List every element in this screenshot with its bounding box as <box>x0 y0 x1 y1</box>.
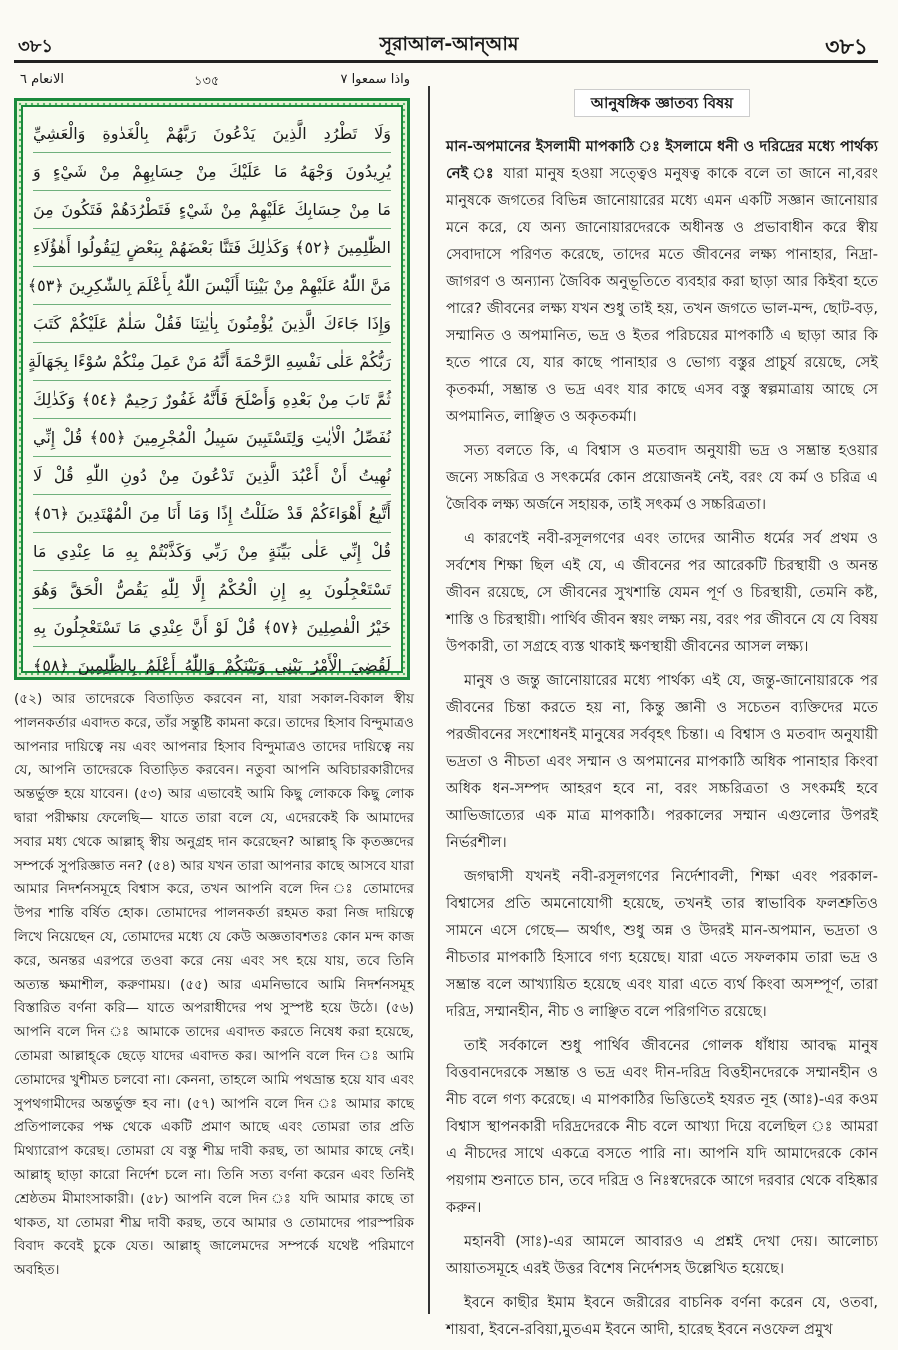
ayah-line: رَبُّكُمْ عَلٰى نَفْسِهِ الرَّحْمَةَ أَنَّهُ مَنْ عَمِلَ مِنْكُمْ سُوْءًا بِجَهَالَةٍ <box>33 343 391 381</box>
page-header <box>0 0 898 62</box>
page-number-left: ৩৮১ <box>18 36 54 57</box>
ayah-line: مَنَّ اللّٰهُ عَلَيْهِمْ مِنْ بَيْنِنَا أَلَيْسَ اللّٰهُ بِأَعْلَمَ بِالشّٰكِرِينَ ﴿٥٣﴾ <box>33 267 391 305</box>
translation-text <box>14 688 414 1283</box>
paragraph-body: যারা মানুষ হওয়া সত্ত্বেও মনুষত্ব কাকে বলে তা জানে না,বরং মানুষকে জগতের বিভিন্ন জানোয়ারের মধ্যে এমন একটি সজ্ঞান জানোয়ার মনে করে, যে অন্য জানোয়ারদেরকে অধীনস্ত ও প্রভাবাধীন করে স্বীয় সেবাদাসে পরিণত করেছে, তাদের মতে জীবনের লক্ষ্য পানাহার, নিদ্রা-জাগরণ ও অন্যান্য জৈবিক অনুভূতিতে ব্যবহার করা ছাড়া আর কিইবা হতে পারে? জীবনের লক্ষ্য যখন শুধু তাই হয়, তখন জগতে ভাল-মন্দ, ছোট-বড়, সম্মানিত ও অপমানিত, ভদ্র ও ইতর পরিচয়ের মাপকাঠি এ ছাড়া আর কি হতে পারে যে, যার কাছে পানাহার ও ভোগ্য বস্তুর প্রাচুর্য রয়েছে, সেই কৃতকর্মা, সম্ভ্রান্ত ও ভদ্র এবং যার কাছে এসব বস্তু স্বল্পমাত্রায় আছে সে অপমানিত, লাঞ্ছিত ও অকৃতকর্মা। <box>446 165 878 425</box>
commentary-paragraph: এ কারণেই নবী-রসূলগণের এবং তাদের আনীত ধর্মের সর্ব প্রথম ও সর্বশেষ শিক্ষা ছিল এই যে, এ জীবনের পর আরেকটি চিরস্থায়ী ও অনন্ত জীবন রয়েছে, সে জীবনের সুখশান্তি যেমন পূর্ণ ও চিরস্থায়ী, তেমনি কষ্ট, শাস্তি ও চিরস্থায়ী। পার্থিব জীবন স্বয়ং লক্ষ্য নয়, বরং পর জীবনে যে যে বিষয় উপকারী, তা সগ্রহে ব্যস্ত থাকাই ক্ষণস্থায়ী জীবনের আসল লক্ষ্য। <box>446 530 878 655</box>
ayah-line: أَتَّبِعُ أَهْوَاءَكُمْ قَدْ ضَلَلْتُ إِذًا وَمَا أَنَا مِنَ الْمُهْتَدِينَ ﴿٥٦﴾ <box>33 495 391 533</box>
commentary-paragraph: জগদ্বাসী যখনই নবী-রসূলগণের নির্দেশাবলী, শিক্ষা এবং পরকাল-বিশ্বাসের প্রতি অমনোযোগী হয়েছে, তখনই তার স্বাভাবিক ফলশ্রুতিও সামনে এসে গেছে— অর্থাৎ, শুধু অন্ন ও উদরই মান-অপমান, ভদ্রতা ও নীচতার মাপকাঠি হিসাবে গণ্য হয়েছে। যারা এতে সফলকাম তারা ভদ্র ও সম্ভ্রান্ত বলে আখ্যায়িত হয়েছে এবং যারা এতে ব্যর্থ কিংবা অসম্পূর্ণ, তারা দরিদ্র, সম্মানহীন, নীচ ও লাঞ্ছিত বলে পরিগণিত রয়েছে। <box>446 868 878 1020</box>
commentary-paragraph: সত্য বলতে কি, এ বিশ্বাস ও মতবাদ অনুযায়ী ভদ্র ও সম্ভ্রান্ত হওয়ার জন্যে সচ্চরিত্র ও সৎকর্মের কোন প্রয়োজনই নেই, বরং যে কর্ম ও চরিত্র এ জৈবিক লক্ষ্য অর্জনে সহায়ক, তাই সৎকর্ম ও সচ্চরিত্রতা। <box>446 442 878 513</box>
quran-text-body <box>21 105 403 673</box>
paragraph-heading: মান-অপমানের ইসলামী মাপকাঠি ঃ ইসলামে ধনী ও দরিদ্রের মধ্যে পার্থক্য নেই ঃ <box>446 138 878 182</box>
ayah-line: وَإِذَا جَاءَكَ الَّذِينَ يُؤْمِنُونَ بِاٰيٰتِنَا فَقُلْ سَلٰمٌ عَلَيْكُمْ كَتَبَ <box>33 305 391 343</box>
ayah-line: مَا مِنْ حِسَابِكَ عَلَيْهِمْ مِنْ شَيْءٍ فَتَطْرُدَهُمْ فَتَكُونَ مِنَ <box>33 191 391 229</box>
section-title-label: আনুষঙ্গিক জ্ঞাতব্য বিষয় <box>574 89 750 117</box>
commentary-paragraph <box>446 133 878 430</box>
quran-text-frame <box>14 98 410 680</box>
header-rule <box>14 60 878 63</box>
section-title <box>446 92 878 117</box>
ayah-line: الظّٰلِمِينَ ﴿٥٢﴾ وَكَذٰلِكَ فَتَنَّا بَعْضَهُمْ بِبَعْضٍ لِيَقُولُوا أَهٰؤُلَاءِ <box>33 229 391 267</box>
commentary-paragraph: ইবনে কাছীর ইমাম ইবনে জরীরের বাচনিক বর্ণনা করেন যে, ওতবা, শায়বা, ইবনে-রবিয়া,মুতএম ইবনে আদী, হারেছ ইবনে নওফেল প্রমুখ <box>446 1294 878 1338</box>
left-column <box>14 64 416 1283</box>
arabic-subheader <box>14 70 416 94</box>
ayah-line: قُلْ إِنِّي عَلٰى بَيِّنَةٍ مِنْ رَبِّي وَكَذَّبْتُمْ بِهِ مَا عِنْدِي مَا <box>33 533 391 571</box>
ayah-line: وَلَا تَطْرُدِ الَّذِينَ يَدْعُونَ رَبَّهُمْ بِالْغَدٰوةِ وَالْعَشِيِّ <box>33 115 391 153</box>
commentary-paragraph: মহানবী (সাঃ)-এর আমলে আবারও এ প্রশ্নই দেখা দেয়। আলোচ্য আয়াতসমূহে এরই উত্তর বিশেষ নির্দেশসহ উল্লেখিত হয়েছে। <box>446 1233 878 1277</box>
ayah-line: خَيْرُ الْفٰصِلِينَ ﴿٥٧﴾ قُلْ لَوْ أَنَّ عِنْدِي مَا تَسْتَعْجِلُونَ بِهِ <box>33 609 391 647</box>
ayah-line: نُهِيتُ أَنْ أَعْبُدَ الَّذِينَ تَدْعُونَ مِنْ دُونِ اللّٰهِ قُلْ لَا <box>33 457 391 495</box>
column-divider <box>428 86 430 1314</box>
commentary-paragraph: মানুষ ও জন্তু জানোয়ারের মধ্যে পার্থক্য এই যে, জন্তু-জানোয়ারকে পর জীবনের চিন্তা করতে হয় না, কিন্তু জ্ঞানী ও সচেতন ব্যক্তিদের মতে পরজীবনের সংশোধনই মানুষের সর্ববৃহৎ চিন্তা। এ বিশ্বাস ও মতবাদ অনুযায়ী ভদ্রতা ও নীচতা এবং সম্মান ও অপমানের মাপকাঠি অধিক পানাহার কিংবা অধিক ধন-সম্পদ আহরণ হবে না, বরং সচ্চরিত্রতা ও সৎকর্মই হবে আভিজাত্যের এক মাত্র মাপকাঠি। পরকালের সম্মান এগুলোর উপরই নির্ভরশীল। <box>446 672 878 851</box>
ayah-line: تَسْتَعْجِلُونَ بِهِ إِنِ الْحُكْمُ إِلَّا لِلّٰهِ يَقُصُّ الْحَقَّ وَهُوَ <box>33 571 391 609</box>
translation-paragraph: (৫২) আর তাদেরকে বিতাড়িত করবেন না, যারা সকাল-বিকাল স্বীয় পালনকর্তার এবাদত করে, তাঁর সন্তুষ্টি কামনা করে। তাদের হিসাব বিন্দুমাত্রও আপনার দায়িত্বে নয় এবং আপনার হিসাব বিন্দুমাত্রও তাদের দায়িত্বে নয় যে, আপনি তাদেরকে বিতাড়িত করবেন। নতুবা আপনি অবিচারকারীদের অন্তর্ভুক্ত হয়ে যাবেন। (৫৩) আর এভাবেই আমি কিছু লোককে কিছু লোক দ্বারা পরীক্ষায় ফেলেছি— যাতে তারা বলে যে, এদেরকেই কি আমাদের সবার মধ্য থেকে আল্লাহ্ স্বীয় অনুগ্রহ দান করেছেন? আল্লাহ্ কি কৃতজ্ঞদের সম্পর্কে সুপরিজ্ঞাত নন? (৫৪) আর যখন তারা আপনার কাছে আসবে যারা আমার নিদর্শনসমূহে বিশ্বাস করে, তখন আপনি বলে দিন ঃ তোমাদের উপর শান্তি বর্ষিত হোক। তোমাদের পালনকর্তা রহমত করা নিজ দায়িত্বে লিখে নিয়েছেন যে, তোমাদের মধ্যে যে কেউ অজ্ঞতাবশতঃ কোন মন্দ কাজ করে, অনন্তর এরপরে তওবা করে নেয় এবং সৎ হয়ে যায়, তবে তিনি অত্যন্ত ক্ষমাশীল, করুণাময়। (৫৫) আর এমনিভাবে আমি নিদর্শনসমূহ বিস্তারিত বর্ণনা করি— যাতে অপরাধীদের পথ সুস্পষ্ট হয়ে উঠে। (৫৬) আপনি বলে দিন ঃ আমাকে তাদের এবাদত করতে নিষেধ করা হয়েছে, তোমরা আল্লাহ্‌কে ছেড়ে যাদের এবাদত কর। আপনি বলে দিন ঃ আমি তোমাদের খুশীমত চলবো না। কেননা, তাহলে আমি পথভ্রান্ত হয়ে যাব এবং সুপথগামীদের অন্তর্ভুক্ত হব না। (৫৭) আপনি বলে দিন ঃ আমার কাছে প্রতিপালকের পক্ষ থেকে একটি প্রমাণ আছে এবং তোমরা তার প্রতি মিথ্যারোপ করেছ। তোমরা যে বস্তু শীঘ্র দাবী করছ, তা আমার কাছে নেই। আল্লাহ্ ছাড়া কারো নির্দেশ চলে না। তিনি সত্য বর্ণনা করেন এবং তিনিই শ্রেষ্ঠতম মীমাংসাকারী। (৫৮) আপনি বলে দিন ঃ যদি আমার কাছে তা থাকত, যা তোমরা শীঘ্র দাবী করছ, তবে আমার ও তোমাদের পারস্পরিক বিবাদ কবেই চুকে যেত। আল্লাহ্ জালেমদের সম্পর্কে যথেষ্ট পরিমাণে অবহিত। <box>14 691 414 1279</box>
ayah-line: ثُمَّ تَابَ مِنْ بَعْدِهِ وَأَصْلَحَ فَأَنَّهُ غَفُورٌ رَحِيمٌ ﴿٥٤﴾ وَكَذٰلِكَ <box>33 381 391 419</box>
ayah-line: لَقُضِيَ الْأَمْرُ بَيْنِي وَبَيْنَكُمْ وَاللّٰهُ أَعْلَمُ بِالظّٰلِمِينَ ﴿٥٨﴾ <box>33 656 391 675</box>
ayah-line: يُرِيدُونَ وَجْهَهُ مَا عَلَيْكَ مِنْ حِسَابِهِمْ مِنْ شَيْءٍ وَ <box>33 153 391 191</box>
surah-label-arabic: الانعام ٦ <box>20 72 65 87</box>
right-column <box>446 92 878 1350</box>
juz-label: واذا سمعوا ٧ <box>340 72 410 87</box>
ruku-number: ১৩৫ <box>194 74 220 89</box>
surah-title: সূরাআল-আন্আম <box>379 33 519 55</box>
commentary-paragraph: তাই সর্বকালে শুধু পার্থিব জীবনের গোলক ধাঁধায় আবদ্ধ মানুষ বিত্তবানদেরকে সম্ভ্রান্ত ও ভদ্র এবং দীন-দরিদ্র বিত্তহীনদেরকে সম্মানহীন ও নীচ বলে গণ্য করেছে। এ মাপকাঠির ভিত্তিতেই হযরত নূহ (আঃ)-এর কওম বিশ্বাস স্থাপনকারী দরিদ্রদেরকে নীচ বলে আখ্যা দিয়ে বলেছিল ঃ আমরা এ নীচদের সাথে একত্রে বসতে পারি না। আপনি যদি আমাদেরকে কোন পয়গাম শুনাতে চান, তবে দরিদ্র ও নিঃস্বদেরকে আগে দরবার থেকে বহিষ্কার করুন। <box>446 1037 878 1216</box>
ayah-line: نُفَصِّلُ الْاٰيٰتِ وَلِتَسْتَبِينَ سَبِيلُ الْمُجْرِمِينَ ﴿٥٥﴾ قُلْ إِنِّي <box>33 419 391 457</box>
page-number-right: ৩৮১ <box>825 35 868 60</box>
